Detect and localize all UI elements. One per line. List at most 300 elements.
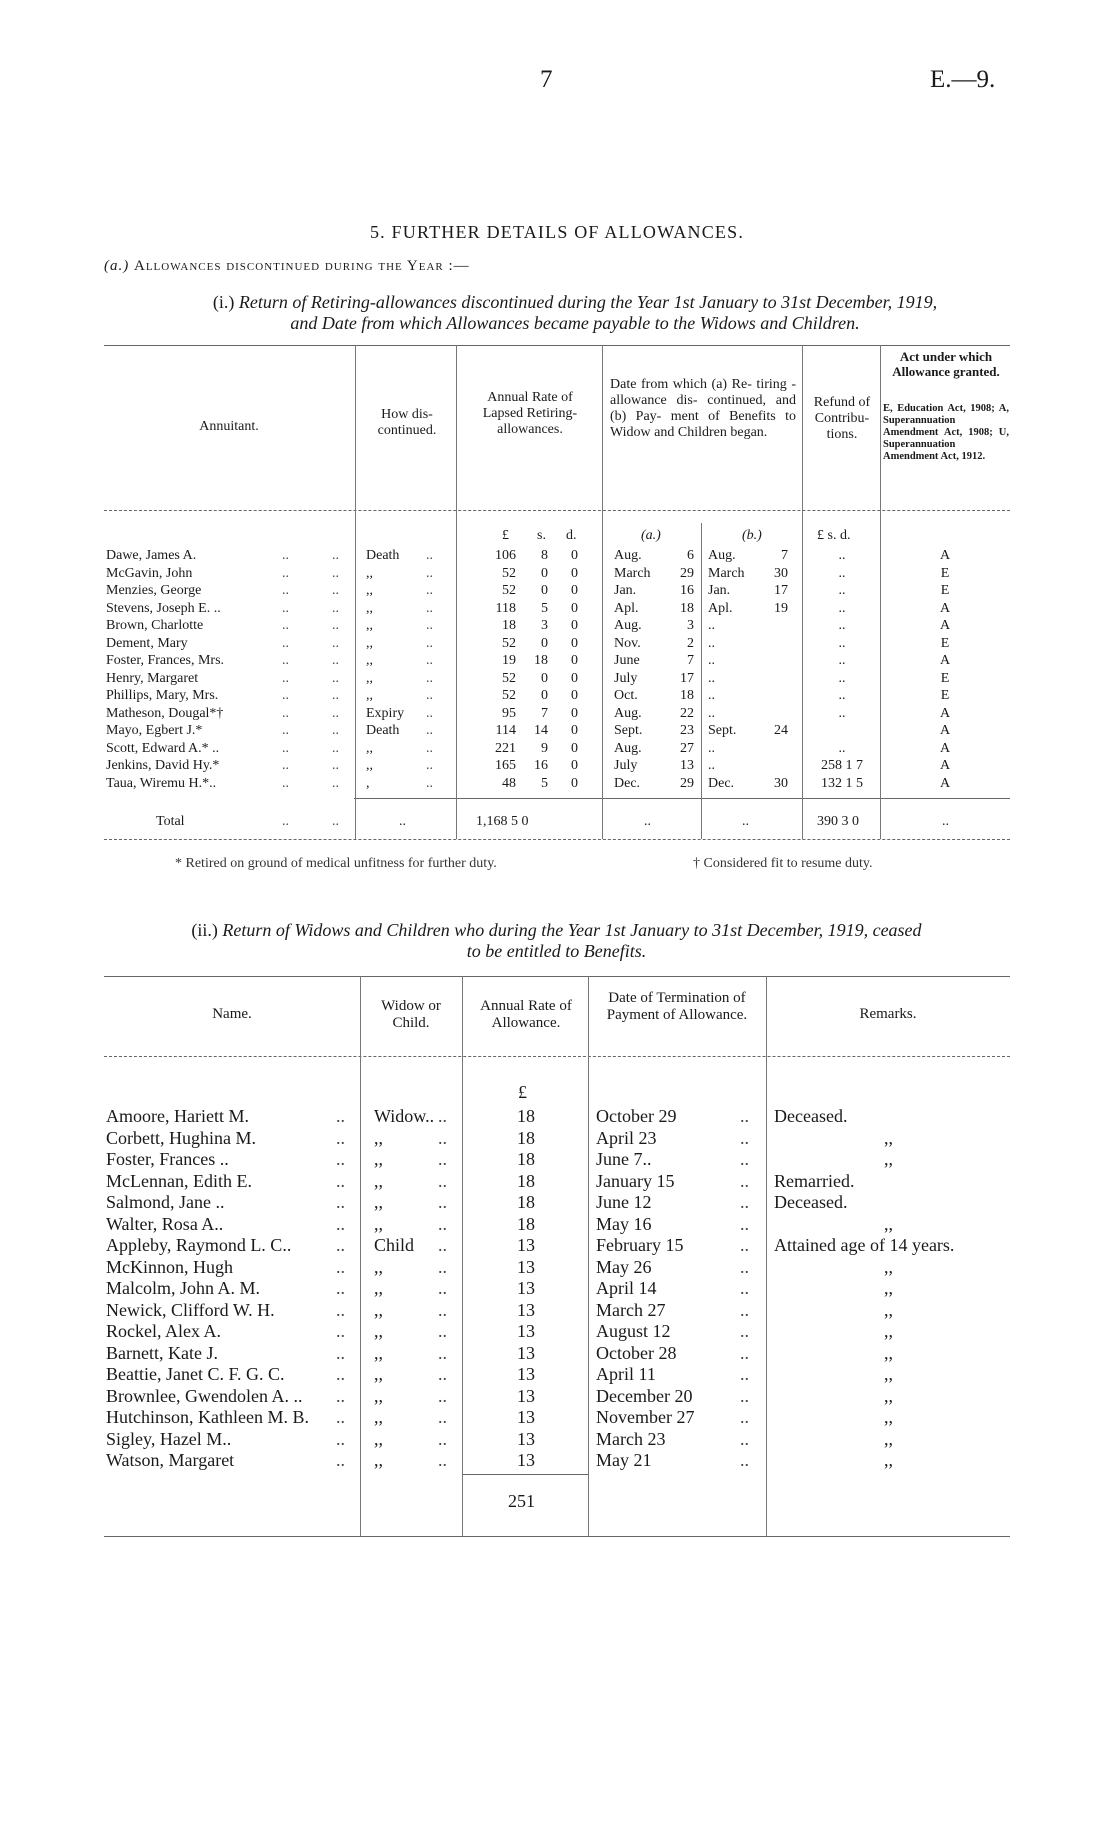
person-name: Malcolm, John A. M.: [106, 1278, 261, 1298]
units-row: [104, 1082, 1010, 1103]
table-row: [104, 775, 1010, 792]
refund-amount: 258 1 7: [821, 758, 863, 773]
widow-or-child: Widow..: [374, 1106, 435, 1126]
total-rate: 1,168 5 0: [476, 814, 529, 829]
leader-dots: ..: [332, 775, 339, 791]
refund-amount: ..: [838, 688, 846, 703]
annual-rate: 13: [517, 1278, 535, 1298]
widows-children-table: [104, 976, 1010, 1546]
annual-rate: 13: [517, 1385, 535, 1406]
date-b-day: 24: [774, 723, 788, 738]
date-b-day: 30: [774, 775, 788, 791]
widow-or-child: ,,: [374, 1192, 383, 1212]
widow-or-child: ,,: [374, 1428, 383, 1449]
refund-amount: ..: [838, 653, 846, 668]
termination-date: April 11: [596, 1364, 656, 1384]
rate-shillings: 0: [541, 670, 548, 686]
leader-dots: ..: [336, 1213, 345, 1234]
rate-pence: 0: [571, 688, 578, 703]
rate-pounds: 114: [495, 723, 516, 738]
table-row: [104, 757, 1010, 774]
rule: [104, 345, 1010, 346]
date-a-month: Aug.: [614, 618, 642, 633]
leader-dots: ..: [740, 1364, 749, 1384]
annual-rate: 18: [517, 1106, 535, 1126]
annuitant-name: Taua, Wiremu H.*..: [106, 775, 217, 791]
unit-pounds: £: [518, 1082, 527, 1102]
date-b-month: ..: [708, 705, 715, 721]
date-a-month: Aug.: [614, 705, 642, 721]
leader-dots: ..: [336, 1364, 345, 1384]
table-row: [104, 1235, 1010, 1256]
return1-title-line1: Return of Retiring-allowances discontinued during the Year 1st January to 31st December, 1919,: [238, 292, 938, 312]
remarks: ,,: [884, 1450, 893, 1470]
header-annuitant: Annuitant.: [199, 419, 259, 434]
remarks: ,,: [884, 1127, 893, 1148]
return1-title: [140, 292, 1010, 334]
rate-pounds: 48: [502, 775, 516, 791]
remarks: ,,: [884, 1256, 893, 1277]
leader-dots: ..: [332, 705, 339, 721]
date-a-month: Nov.: [614, 635, 641, 651]
table-row: [104, 1386, 1010, 1407]
person-name: McLennan, Edith E.: [106, 1170, 252, 1191]
table-row: [104, 635, 1010, 652]
date-a-month: Jan.: [614, 583, 637, 598]
date-a-month: March: [614, 565, 651, 581]
date-a-month: Sept.: [614, 723, 643, 738]
person-name: McKinnon, Hugh: [106, 1256, 233, 1277]
remarks: ,,: [884, 1428, 893, 1449]
refund-amount: ..: [838, 583, 846, 598]
total-dots: ..: [332, 814, 339, 829]
leader-dots: ..: [438, 1385, 447, 1406]
rate-pounds: 95: [502, 705, 516, 721]
rule: [104, 1536, 1010, 1537]
remarks: ,,: [884, 1149, 893, 1169]
leader-dots: ..: [438, 1278, 447, 1298]
refund-amount: ..: [838, 600, 846, 616]
unit-b: (b.): [742, 528, 762, 543]
rate-shillings: 5: [541, 600, 548, 616]
section-title: 5. FURTHER DETAILS OF ALLOWANCES.: [369, 222, 745, 242]
leader-dots: ..: [426, 618, 433, 633]
date-b-month: March: [708, 565, 745, 581]
leader-dots: ..: [740, 1450, 749, 1470]
table-row: [104, 1450, 1010, 1471]
leader-dots: ..: [332, 618, 339, 633]
table-row: [104, 1106, 1010, 1127]
annuitant-name: Phillips, Mary, Mrs.: [106, 688, 219, 703]
subsection-heading: [104, 258, 470, 275]
table-row: [104, 687, 1010, 704]
leader-dots: ..: [332, 670, 339, 686]
widow-or-child: ,,: [374, 1321, 383, 1341]
how-discontinued: ,,: [366, 583, 373, 598]
table-row: [104, 565, 1010, 582]
leader-dots: ..: [332, 565, 339, 581]
date-b-day: 30: [774, 565, 788, 581]
date-a-day: 18: [680, 600, 694, 616]
leader-dots: ..: [426, 705, 433, 721]
date-a-day: 18: [680, 688, 694, 703]
table-row: [104, 652, 1010, 669]
rate-pounds: 52: [502, 565, 516, 581]
rate-shillings: 8: [541, 548, 548, 563]
header-act-detail: E, Education Act, 1908; A, Superannuation Amendment Act, 1908; U, Superannuation Amendment Act, 1912.: [883, 403, 1009, 462]
units-row: [104, 527, 1010, 544]
table-row: [104, 1192, 1010, 1213]
table-row: [104, 582, 1010, 599]
rate-pounds: 52: [502, 583, 516, 598]
return2-numeral: (ii.): [191, 920, 218, 940]
table-row: [104, 1257, 1010, 1278]
table-row: [104, 1321, 1010, 1342]
termination-date: May 21: [596, 1450, 652, 1470]
rate-shillings: 0: [541, 635, 548, 651]
rate-pounds: 52: [502, 688, 516, 703]
annuitant-name: Foster, Frances, Mrs.: [106, 653, 225, 668]
widow-or-child: ,,: [374, 1127, 383, 1148]
header-annual-rate-allowance: Annual Rate of Allowance.: [480, 998, 572, 1031]
annual-rate: 18: [517, 1149, 535, 1169]
termination-date: October 28: [596, 1342, 677, 1363]
leader-dots: ..: [426, 775, 433, 791]
act-code: E: [940, 670, 950, 686]
table-row: [104, 1407, 1010, 1428]
person-name: Appleby, Raymond L. C..: [106, 1235, 292, 1255]
act-code: A: [939, 740, 951, 756]
date-a-day: 6: [687, 548, 694, 563]
how-discontinued: Death: [366, 548, 400, 563]
how-discontinued: ,,: [366, 670, 373, 686]
leader-dots: ..: [282, 758, 289, 773]
table-row: [104, 705, 1010, 722]
remarks: Deceased.: [774, 1106, 848, 1126]
leader-dots: ..: [426, 670, 433, 686]
remarks: ,,: [884, 1213, 893, 1234]
remarks: ,,: [884, 1407, 893, 1427]
act-code: A: [939, 723, 951, 738]
leader-dots: ..: [332, 600, 339, 616]
rate-shillings: 18: [534, 653, 548, 668]
annual-rate: 13: [517, 1364, 535, 1384]
total-act: ..: [942, 814, 949, 829]
refund-amount: ..: [838, 565, 846, 581]
annual-rate: 13: [517, 1235, 535, 1255]
date-b-month: Aug.: [708, 548, 736, 563]
annual-rate: 13: [517, 1428, 535, 1449]
leader-dots: ..: [332, 583, 339, 598]
how-discontinued: ,,: [366, 565, 373, 581]
remarks: Deceased.: [774, 1192, 848, 1212]
date-b-month: ..: [708, 635, 715, 651]
table-row: [104, 1300, 1010, 1321]
widow-or-child: ,,: [374, 1170, 383, 1191]
termination-date: March 27: [596, 1299, 666, 1320]
rate-pence: 0: [571, 548, 578, 563]
annuitant-name: Jenkins, David Hy.*: [106, 758, 220, 773]
date-b-month: Apl.: [708, 600, 733, 616]
person-name: Hutchinson, Kathleen M. B.: [106, 1407, 309, 1427]
footnote-dagger: † Considered fit to resume duty.: [693, 856, 873, 871]
person-name: Foster, Frances ..: [106, 1149, 229, 1169]
leader-dots: ..: [336, 1192, 345, 1212]
date-a-day: 17: [680, 670, 694, 686]
date-a-month: Aug.: [614, 548, 642, 563]
person-name: Barnett, Kate J.: [106, 1342, 218, 1363]
how-discontinued: ,,: [366, 653, 373, 668]
rate-pence: 0: [571, 618, 578, 633]
act-code: E: [940, 635, 950, 651]
widow-or-child: ,,: [374, 1364, 383, 1384]
person-name: Walter, Rosa A..: [106, 1213, 224, 1234]
how-discontinued: ,: [366, 775, 370, 791]
remarks: ,,: [884, 1364, 893, 1384]
leader-dots: ..: [282, 740, 289, 756]
how-discontinued: ,,: [366, 618, 373, 633]
table-row: [104, 1343, 1010, 1364]
date-a-day: 29: [680, 775, 694, 791]
return2-title-line1: Return of Widows and Children who during the Year 1st January to 31st December, 1919, ceased: [222, 920, 922, 940]
how-discontinued: Death: [366, 723, 400, 738]
leader-dots: ..: [282, 583, 289, 598]
header-refund: Refund of Contribu- tions.: [813, 395, 871, 442]
leader-dots: ..: [282, 600, 289, 616]
annual-rate: 13: [517, 1256, 535, 1277]
rate-shillings: 5: [541, 775, 548, 791]
leader-dots: ..: [438, 1170, 447, 1191]
annual-rate: 13: [517, 1299, 535, 1320]
act-code: A: [939, 758, 951, 773]
leader-dots: ..: [336, 1256, 345, 1277]
rate-pence: 0: [571, 600, 578, 616]
leader-dots: ..: [438, 1213, 447, 1234]
date-a-day: 23: [680, 723, 694, 738]
termination-date: April 14: [596, 1278, 657, 1298]
termination-date: May 26: [596, 1256, 652, 1277]
date-a-day: 16: [680, 583, 694, 598]
leader-dots: ..: [282, 618, 289, 633]
annuitant-name: McGavin, John: [106, 565, 193, 581]
act-code: A: [939, 600, 951, 616]
act-code: E: [940, 565, 950, 581]
leader-dots: ..: [438, 1428, 447, 1449]
annual-rate: 18: [517, 1192, 535, 1212]
rate-pounds: 221: [495, 740, 516, 756]
table-row: [104, 617, 1010, 634]
annual-rate: 18: [517, 1213, 535, 1234]
date-b-day: 7: [781, 548, 788, 563]
rate-pence: 0: [571, 775, 578, 791]
leader-dots: ..: [426, 723, 433, 738]
person-name: Sigley, Hazel M..: [106, 1428, 232, 1449]
page-number: 7: [540, 66, 553, 93]
leader-dots: ..: [438, 1235, 447, 1255]
leader-dots: ..: [282, 705, 289, 721]
leader-dots: ..: [740, 1170, 749, 1191]
rule: [104, 976, 1010, 977]
leader-dots: ..: [282, 775, 289, 791]
refund-amount: ..: [838, 740, 846, 756]
leader-dots: ..: [438, 1299, 447, 1320]
unit-refund: £ s. d.: [817, 528, 851, 543]
remarks: Attained age of 14 years.: [774, 1235, 955, 1255]
rate-pence: 0: [571, 670, 578, 686]
header-date-from-which: Date from which (a) Re- tiring - allowance dis- continued, and (b) Pay- ment of Benefits to Widow and Children began.: [610, 377, 796, 440]
annuitant-name: Dawe, James A.: [106, 548, 197, 563]
leader-dots: ..: [426, 635, 433, 651]
rule: [104, 510, 1010, 511]
leader-dots: ..: [438, 1256, 447, 1277]
remarks: ,,: [884, 1299, 893, 1320]
widow-or-child: ,,: [374, 1149, 383, 1169]
leader-dots: ..: [426, 758, 433, 773]
rate-pounds: 18: [502, 618, 516, 633]
refund-amount: ..: [838, 670, 846, 686]
rule: [354, 798, 1010, 799]
leader-dots: ..: [332, 548, 339, 563]
table-row: [104, 1364, 1010, 1385]
unit-pounds: £: [502, 528, 509, 543]
person-name: Corbett, Hughina M.: [106, 1127, 256, 1148]
rate-shillings: 3: [541, 618, 548, 633]
leader-dots: ..: [740, 1106, 749, 1126]
leader-dots: ..: [336, 1407, 345, 1427]
how-discontinued: ,,: [366, 758, 373, 773]
date-a-day: 22: [680, 705, 694, 721]
date-b-day: 19: [774, 600, 788, 616]
person-name: Beattie, Janet C. F. G. C.: [106, 1364, 285, 1384]
table-row: [104, 1128, 1010, 1149]
termination-date: January 15: [596, 1170, 675, 1191]
leader-dots: ..: [336, 1299, 345, 1320]
return1-title-line2: and Date from which Allowances became payable to the Widows and Children.: [290, 313, 860, 333]
header-widow-or-child: Widow or Child.: [381, 998, 441, 1031]
annual-rate: 13: [517, 1407, 535, 1427]
table-row: [104, 600, 1010, 617]
leader-dots: ..: [336, 1385, 345, 1406]
leader-dots: ..: [438, 1342, 447, 1363]
rate-shillings: 9: [541, 740, 548, 756]
leader-dots: ..: [740, 1299, 749, 1320]
act-code: E: [940, 688, 950, 703]
leader-dots: ..: [282, 565, 289, 581]
leader-dots: ..: [740, 1192, 749, 1212]
rate-pence: 0: [571, 635, 578, 651]
annual-rate: 13: [517, 1450, 535, 1470]
document-reference: E.—9.: [930, 66, 996, 93]
refund-amount: ..: [838, 705, 846, 721]
rate-pence: 0: [571, 653, 578, 668]
table-row: [104, 740, 1010, 757]
retiring-allowances-table: [104, 345, 1010, 855]
act-code: A: [939, 618, 951, 633]
total-row: [104, 1491, 1010, 1512]
date-b-day: 17: [774, 583, 788, 598]
date-b-month: ..: [708, 618, 715, 633]
date-a-month: July: [614, 670, 638, 686]
return1-numeral: (i.): [212, 292, 235, 312]
annuitant-name: Matheson, Dougal*†: [106, 705, 224, 721]
remarks: ,,: [884, 1342, 893, 1363]
subsection-title: Allowances discontinued during the Year :—: [134, 258, 470, 274]
date-b-month: ..: [708, 653, 715, 668]
annuitant-name: Scott, Edward A.* ..: [106, 740, 220, 756]
remarks: ,,: [884, 1385, 893, 1406]
leader-dots: ..: [336, 1450, 345, 1470]
refund-amount: ..: [838, 618, 846, 633]
person-name: Amoore, Hariett M.: [106, 1106, 249, 1126]
termination-date: June 7..: [596, 1149, 652, 1169]
rate-pounds: 106: [495, 548, 516, 563]
rate-pounds: 118: [495, 600, 516, 616]
termination-date: August 12: [596, 1321, 671, 1341]
rate-pounds: 52: [502, 670, 516, 686]
person-name: Newick, Clifford W. H.: [106, 1299, 275, 1320]
annual-rate: 13: [517, 1342, 535, 1363]
unit-pence: d.: [566, 528, 577, 543]
total-label: Total: [156, 814, 185, 829]
rate-pence: 0: [571, 723, 578, 738]
leader-dots: ..: [282, 688, 289, 703]
annual-rate: 13: [517, 1321, 535, 1341]
leader-dots: ..: [740, 1256, 749, 1277]
annuitant-name: Dement, Mary: [106, 635, 188, 651]
annuitant-name: Mayo, Egbert J.*: [106, 723, 203, 738]
date-b-month: ..: [708, 688, 715, 703]
leader-dots: ..: [740, 1127, 749, 1148]
leader-dots: ..: [740, 1428, 749, 1449]
table-row: [104, 1214, 1010, 1235]
date-a-day: 13: [680, 758, 694, 773]
rule: [104, 839, 1010, 840]
how-discontinued: Expiry: [366, 705, 405, 721]
leader-dots: ..: [740, 1342, 749, 1363]
rate-pence: 0: [571, 705, 578, 721]
person-name: Rockel, Alex A.: [106, 1321, 221, 1341]
leader-dots: ..: [336, 1106, 345, 1126]
leader-dots: ..: [740, 1385, 749, 1406]
date-b-month: Dec.: [708, 775, 735, 791]
widow-or-child: ,,: [374, 1278, 383, 1298]
rate-shillings: 7: [541, 705, 548, 721]
rate-shillings: 14: [534, 723, 548, 738]
table-row: [104, 670, 1010, 687]
widow-or-child: ,,: [374, 1213, 383, 1234]
leader-dots: ..: [740, 1235, 749, 1255]
person-name: Salmond, Jane ..: [106, 1192, 225, 1212]
date-a-day: 27: [680, 740, 694, 756]
widow-or-child: ,,: [374, 1256, 383, 1277]
act-code: A: [939, 705, 951, 721]
leader-dots: ..: [282, 653, 289, 668]
annuitant-name: Stevens, Joseph E. ..: [106, 600, 221, 616]
rate-pence: 0: [571, 565, 578, 581]
leader-dots: ..: [332, 688, 339, 703]
footnote-star: * Retired on ground of medical unfitness for further duty.: [175, 856, 497, 871]
date-b-month: Sept.: [708, 723, 737, 738]
widow-or-child: Child: [374, 1235, 415, 1255]
termination-date: June 12: [596, 1192, 652, 1212]
table-row: [104, 1429, 1010, 1450]
leader-dots: ..: [332, 723, 339, 738]
widow-or-child: ,,: [374, 1385, 383, 1406]
leader-dots: ..: [426, 740, 433, 756]
leader-dots: ..: [336, 1235, 345, 1255]
act-code: A: [939, 653, 951, 668]
annual-rate: 18: [517, 1127, 535, 1148]
